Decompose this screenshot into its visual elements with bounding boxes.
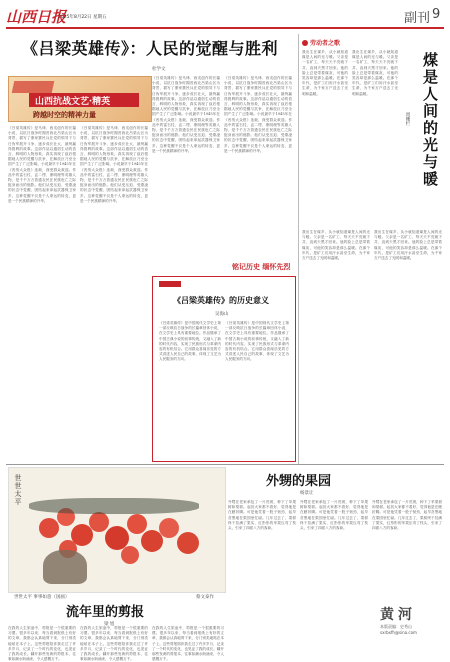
painting-persimmon-9 <box>177 532 199 554</box>
right-column-col-1: 我出生在煤乡，从小就知道煤是人间的光与暖。父亲是一名矿工，每天天不亮就下井，直到天黑才回来。他的脸上总是带着煤灰，可他的笑容却是那么温暖。在那个年代，是矿工们用汗水甚至生命，为千家万户送去了光明和温暖。 <box>302 50 348 96</box>
essay-left-col-1: 在我的人生旅途中，剪报是一个很重要的习惯。很多年以来，每当看到报纸上有好的文章，我都会认真地剪下来，分门别类地贴在本子上。这些剪报陪伴我走过了许多岁月，记录了一个时代的变化，也见证了我的成长。翻开那些发黄的剪报本，往事如潮水般涌来，令人感慨万千。 <box>8 626 76 662</box>
painting-leaves <box>29 498 199 514</box>
right-column-title: 煤是人间的光与暖 <box>421 52 439 188</box>
essay-left-author: 梁 旭 <box>104 622 115 627</box>
painting-persimmon-1 <box>39 518 59 538</box>
right-column-divider <box>298 34 299 464</box>
main-article-col-1: 《吕梁英雄传》是马烽、西戎创作的长篇小说，以抗日战争时期晋西北吕梁山区为背景，描写了康家寨民兵在党的领导下与日伪军展开斗争，逐步成长壮大，最终赢得胜利的故事。这部作品以通俗生动的语言、鲜明的人物形象，真实再现了敌后根据地人民的觉醒与抗争，在解放区乃至全国产生了广泛影响。小说最早于1945年在《晋绥大众报》连载，深受群众欢迎。作品中的雷石柱、孟二愣、康明理等英雄人物，是千千万万普通农民在民族危亡之际挺身而出的缩影。他们从受压迫、受欺凌的状态中觉醒，团结起来拿起武器保卫家乡。这种觉醒不仅是个人命运的转变，更是一个民族精神的升华。 <box>8 126 76 203</box>
banner-flag-decoration <box>12 81 55 93</box>
painting-calligraphy: 世世太平 <box>14 474 22 506</box>
boxed-article <box>152 276 296 462</box>
essay-right-author: 杨景让 <box>300 491 314 496</box>
footer-editor: 本版责编：史秀山 <box>380 624 412 629</box>
right-column-col-4: 我出生在煤乡，从小就知道煤是人间的光与暖。父亲是一名矿工，每天天不亮就下井，直到天黑才回来。他的脸上总是带着煤灰，可他的笑容却是那么温暖。在那个年代，是矿工们用汗水甚至生命，为千家万户送去了光明和温暖。 <box>374 230 442 261</box>
essay-right-title: 外甥的果园 <box>266 474 332 489</box>
essay-left-col-3: 在我的人生旅途中，剪报是一个很重要的习惯。很多年以来，每当看到报纸上有好的文章，我都会认真地剪下来，分门别类地贴在本子上。这些剪报陪伴我走过了许多岁月，记录了一个时代的变化，也见证了我的成长。翻开那些发黄的剪报本，往事如潮水般涌来，令人感慨万千。 <box>152 626 224 662</box>
main-article-title: 《吕梁英雄传》：人民的觉醒与胜利 <box>22 39 279 58</box>
section-name: 副刊 <box>404 11 431 26</box>
masthead-rule <box>6 27 444 29</box>
painting-persimmon-6 <box>127 514 147 534</box>
essay-left-title: 流年里的剪报 <box>66 605 145 620</box>
newspaper-logo: 山西日报 <box>6 8 67 26</box>
painting-caption-right: 蔡文泰作 <box>196 595 214 600</box>
section-divider <box>6 464 444 465</box>
boxed-article-author: 吴海山 <box>215 312 229 317</box>
boxed-article-col-2: 《吕梁英雄传》是中国现代文学史上第一部反映抗日战争的长篇章回体小说，在文学史上具有重要地位。作品继承了中国古典小说的叙事传统，又融入了新的时代内容，实现了民族形式与革命内容的有机结合。它用群众喜闻乐见的方式讲述人民自己的故事，体现了文艺为人民服务的方向。 <box>225 321 289 362</box>
essay-right-col-1: 外甥在老家承包了一片荒坡，种下了苹果树和梨树。起初大家都不看好，觉得他是在瞎折腾。可是他凭着一股子韧劲，起早贪黑地在果园里忙碌。几年过去了，果树终于挂满了果实，红彤彤的苹果压弯了枝头，引来了四面八方的客商。 <box>228 500 296 531</box>
painting-caption-left: 世世太平 事事如意（国画） <box>14 595 70 600</box>
painting <box>8 467 226 593</box>
essay-right-col-3: 外甥在老家承包了一片荒坡，种下了苹果树和梨树。起初大家都不看好，觉得他是在瞎折腾。可是他凭着一股子韧劲，起早贪黑地在果园里忙碌。几年过去了，果树终于挂满了果实，红彤彤的苹果压弯了枝头，引来了四面八方的客商。 <box>372 500 442 531</box>
right-column-col-2: 我出生在煤乡，从小就知道煤是人间的光与暖。父亲是一名矿工，每天天不亮就下井，直到天黑才回来。他的脸上总是带着煤灰，可他的笑容却是那么温暖。在那个年代，是矿工们用汗水甚至生命，为千家万户送去了光明和温暖。 <box>352 50 398 96</box>
main-article-byline: 杜学文 <box>152 67 166 72</box>
boxed-article-label-icon <box>159 281 181 287</box>
footer-logo: 黄河 <box>380 607 416 623</box>
issue-date: 2025年8月22日 星期五 <box>58 15 107 20</box>
painting-persimmon-8 <box>159 518 179 538</box>
right-column-label-icon <box>302 40 308 46</box>
painting-persimmon-4 <box>89 512 109 532</box>
main-article-col-4: 《吕梁英雄传》是马烽、西戎创作的长篇小说，以抗日战争时期晋西北吕梁山区为背景，描写了康家寨民兵在党的领导下与日伪军展开斗争，逐步成长壮大，最终赢得胜利的故事。这部作品以通俗生动的语言、鲜明的人物形象，真实再现了敌后根据地人民的觉醒与抗争，在解放区乃至全国产生了广泛影响。小说最早于1945年在《晋绥大众报》连载，深受群众欢迎。作品中的雷石柱、孟二愣、康明理等英雄人物，是千千万万普通农民在民族危亡之际挺身而出的缩影。他们从受压迫、受欺凌的状态中觉醒，团结起来拿起武器保卫家乡。这种觉醒不仅是个人命运的转变，更是一个民族精神的升华。 <box>224 76 292 153</box>
boxed-article-kicker: 铭记历史 缅怀先烈 <box>232 263 291 271</box>
painting-persimmon-11 <box>121 546 139 564</box>
right-column-author: 周栅栏 <box>405 112 410 126</box>
page-number: 9 <box>432 7 441 22</box>
footer-email: sxrbxfh@sina.com <box>380 630 417 635</box>
essay-right-col-2: 外甥在老家承包了一片荒坡，种下了苹果树和梨树。起初大家都不看好，觉得他是在瞎折腾。可是他凭着一股子韧劲，起早贪黑地在果园里忙碌。几年过去了，果树终于挂满了果实，红彤彤的苹果压弯了枝头，引来了四面八方的客商。 <box>300 500 368 531</box>
boxed-article-col-1: 《吕梁英雄传》是中国现代文学史上第一部反映抗日战争的长篇章回体小说，在文学史上具有重要地位。作品继承了中国古典小说的叙事传统，又融入了新的时代内容，实现了民族形式与革命内容的有机结合。它用群众喜闻乐见的方式讲述人民自己的故事，体现了文艺为人民服务的方向。 <box>159 321 221 362</box>
right-column-label: 劳动者之歌 <box>310 40 341 47</box>
main-article-col-2: 《吕梁英雄传》是马烽、西戎创作的长篇小说，以抗日战争时期晋西北吕梁山区为背景，描写了康家寨民兵在党的领导下与日伪军展开斗争，逐步成长壮大，最终赢得胜利的故事。这部作品以通俗生动的语言、鲜明的人物形象，真实再现了敌后根据地人民的觉醒与抗争，在解放区乃至全国产生了广泛影响。小说最早于1945年在《晋绥大众报》连载，深受群众欢迎。作品中的雷石柱、孟二愣、康明理等英雄人物，是千千万万普通农民在民族危亡之际挺身而出的缩影。他们从受压迫、受欺凌的状态中觉醒，团结起来拿起武器保卫家乡。这种觉醒不仅是个人命运的转变，更是一个民族精神的升华。 <box>80 126 148 203</box>
right-column-col-3: 我出生在煤乡，从小就知道煤是人间的光与暖。父亲是一名矿工，每天天不亮就下井，直到天黑才回来。他的脸上总是带着煤灰，可他的笑容却是那么温暖。在那个年代，是矿工们用汗水甚至生命，为千家万户送去了光明和温暖。 <box>302 230 370 261</box>
column-banner <box>8 76 152 122</box>
main-article-col-3: 《吕梁英雄传》是马烽、西戎创作的长篇小说，以抗日战争时期晋西北吕梁山区为背景，描写了康家寨民兵在党的领导下与日伪军展开斗争，逐步成长壮大，最终赢得胜利的故事。这部作品以通俗生动的语言、鲜明的人物形象，真实再现了敌后根据地人民的觉醒与抗争，在解放区乃至全国产生了广泛影响。小说最早于1945年在《晋绥大众报》连载，深受群众欢迎。作品中的雷石柱、孟二愣、康明理等英雄人物，是千千万万普通农民在民族危亡之际挺身而出的缩影。他们从受压迫、受欺凌的状态中觉醒，团结起来拿起武器保卫家乡。这种觉醒不仅是个人命运的转变，更是一个民族精神的升华。 <box>152 76 220 153</box>
column-banner-subtitle: 跨越时空的精神力量 <box>33 110 96 119</box>
essay-left-col-2: 在我的人生旅途中，剪报是一个很重要的习惯。很多年以来，每当看到报纸上有好的文章，我都会认真地剪下来，分门别类地贴在本子上。这些剪报陪伴我走过了许多岁月，记录了一个时代的变化，也见证了我的成长。翻开那些发黄的剪报本，往事如潮水般涌来，令人感慨万千。 <box>80 626 148 662</box>
column-banner-title: 山西抗战文艺·精英 <box>35 97 111 107</box>
painting-vase <box>43 550 87 584</box>
boxed-article-title: 《吕梁英雄传》的历史意义 <box>173 295 269 305</box>
